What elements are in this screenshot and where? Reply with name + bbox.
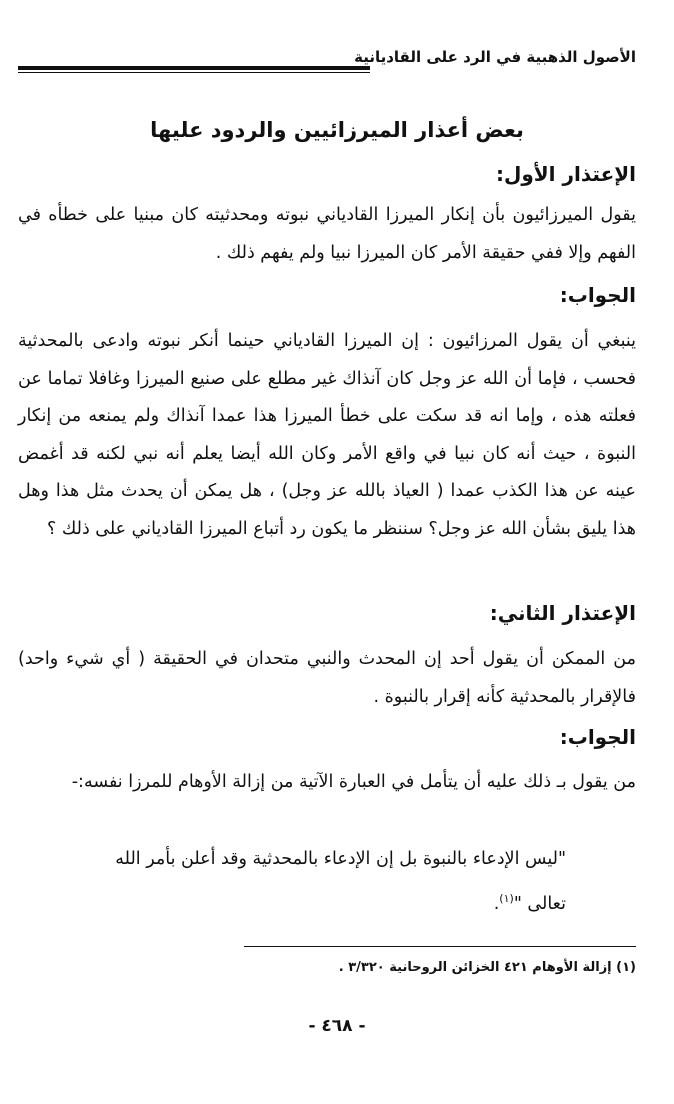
footnote-rule [244, 946, 636, 947]
quotation: "ليس الإدعاء بالنبوة بل إن الإدعاء بالمحدثية وقد أعلن بأمر الله تعالى "$^{(١)}$. [115, 849, 566, 914]
paragraph-answer-1: ينبغي أن يقول المرزائيون : إن الميرزا القادياني حينما أنكر نبوته وادعى بالمحدثية فحسب ، فإما أن الله عز وجل كان آنذاك غير مطلع على صنيع الميرزا وغافلا تماما عن فعلته هذه ، وإما انه قد سكت على خطأ الميرزا هذا عمدا آنذاك ولم يمنعه من إنكار النبوة ، حيث أنه كان نبيا في واقع الأمر وكان الله أيضا يعلم أنه نبي لكنه قد أغمض عينه عن هذا الكذب عمدا ( العياذ بالله عز وجل) ، هل يمكن أن يحدث مثل هذا وهل هذا يليق بشأن الله عز وجل؟ سننظر ما يكون رد أتباع الميرزا القادياني على ذلك ؟ [18, 331, 636, 539]
section-heading-answer-2: الجواب: [559, 725, 636, 749]
paragraph-first-excuse: يقول الميرزائيون بأن إنكار الميرزا القادياني نبوته ومحدثيته كان مبنيا على خطأه في الفهم وإلا ففي حقيقة الأمر كان الميرزا نبيا ولم يفهم ذلك . [18, 205, 636, 263]
running-head: الأصول الذهبية في الرد على القاديانية [354, 48, 636, 66]
page-title: بعض أعذار الميرزائيين والردود عليها [150, 118, 524, 142]
header-rule [18, 66, 370, 70]
paragraph-answer-2: من يقول بـ ذلك عليه أن يتأمل في العبارة الآتية من إزالة الأوهام للمرزا نفسه:- [71, 772, 636, 792]
footnote: (١) إزالة الأوهام ٤٢١ الخزائن الروحانية ٣/٣٢٠ . [338, 960, 636, 975]
page-number: - ٤٦٨ - [308, 1016, 366, 1036]
quotation-text: "ليس الإدعاء بالنبوة بل إن الإدعاء بالمحدثية وقد أعلن بأمر الله تعالى " [115, 849, 566, 914]
section-heading-first-excuse: الإعتذار الأول: [496, 162, 636, 186]
section-heading-second-excuse: الإعتذار الثاني: [489, 601, 636, 625]
paragraph-second-excuse: من الممكن أن يقول أحد إن المحدث والنبي متحدان في الحقيقة ( أي شيء واحد) فالإقرار بالمحدثية كأنه إقرار بالنبوة . [18, 649, 636, 707]
footnote-marker: (١) [499, 892, 514, 905]
section-heading-answer-1: الجواب: [559, 283, 636, 307]
